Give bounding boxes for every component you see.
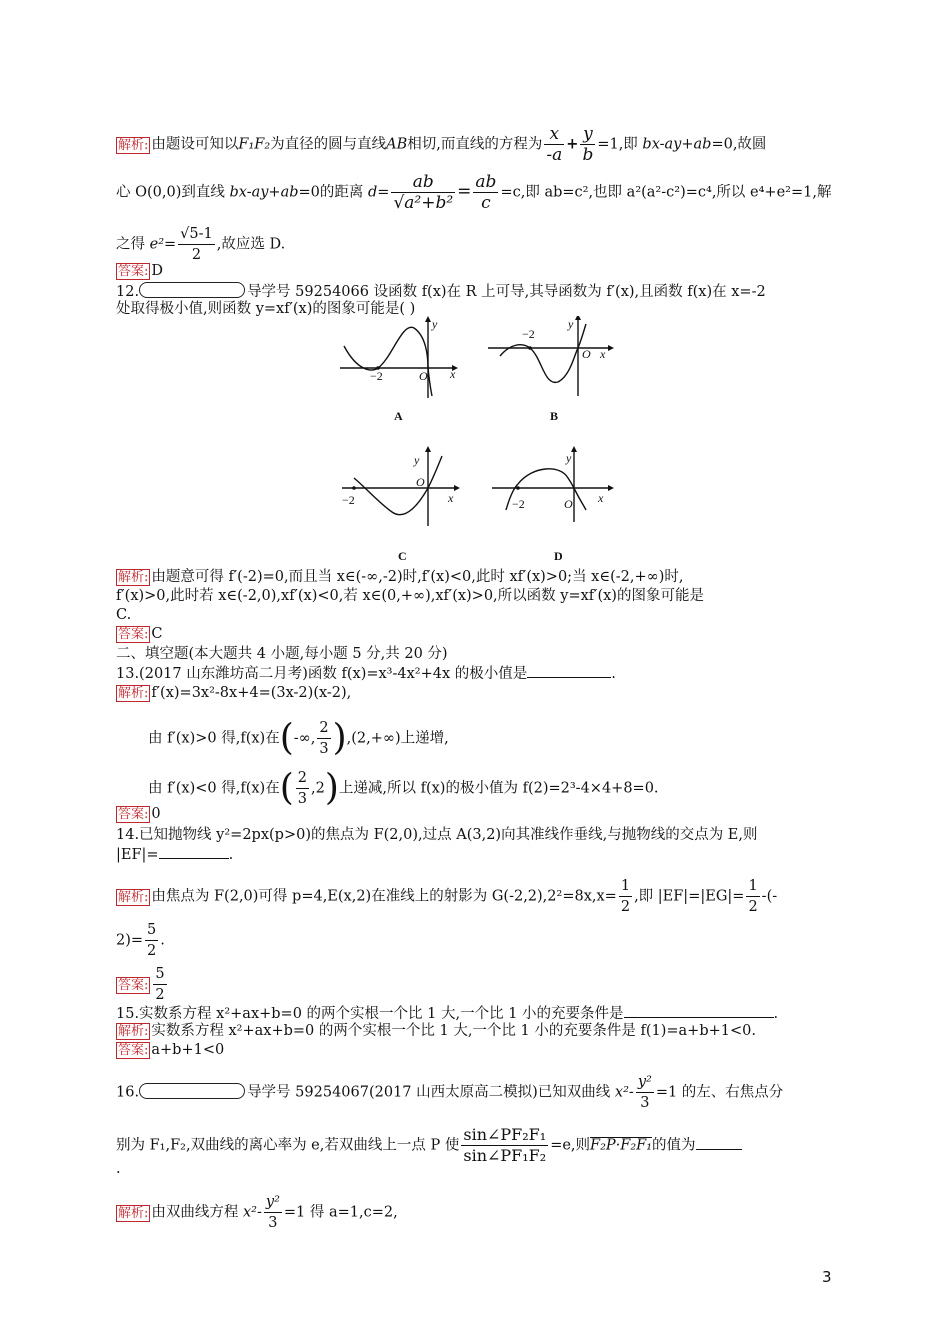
svg-text:x: x (600, 347, 606, 361)
fraction-one-half: $\frac{1}{2}$ (748, 878, 758, 915)
question-12-line-2: 处取得极小值,则函数 y=xf′(x)的图象可能是( ) (116, 301, 416, 317)
solution-11-line-1: 解析: 由题设可知以F₁F₂为直径的圆与直线AB相切,而直线的方程为 $\frac{x}{-a}$ + $\frac{y}{b}$ =1,即 bx-ay+ab=0,故圆 (118, 124, 767, 165)
solution-12-line-1: 解析: 由题意可得 f′(-2)=0,而且当 x∈(-∞,-2)时,f′(x)<0,此时 xf′(x)>0;当 x∈(-2,+∞)时, (118, 569, 684, 585)
question-13: 13.(2017 山东潍坊高二月考)函数 f(x)=x³-4x²+4x 的极小值是 . (116, 666, 616, 682)
svg-text:O: O (582, 347, 591, 361)
svg-text:C: C (398, 549, 407, 563)
svg-text:−2: −2 (370, 369, 383, 383)
svg-text:−2: −2 (512, 497, 525, 511)
solution-14-line-2: 2)= $\frac{5}{2}$ . (116, 922, 165, 959)
section-2-heading: 二、填空题(本大题共 4 小题,每小题 5 分,共 20 分) (116, 646, 448, 662)
fraction-y2-over-3: $\frac{\text{y²}}{3}$ (637, 1074, 652, 1111)
solution-11-line-3: 之得 e²= $\frac{√5-1}{2}$ ,故应选 D. (116, 226, 286, 263)
answer-blank (696, 1136, 742, 1150)
fraction-distance: $\frac{ab}{\text{√a²+b²}}$ (393, 172, 454, 213)
question-16-line-3: . (116, 1161, 121, 1177)
solution-tag: 解析: (118, 686, 149, 701)
answer-tag: 答案: (118, 264, 149, 279)
answer-15: 答案: a+b+1<0 (118, 1042, 225, 1058)
fraction-ab-over-c: $\frac{ab}{c}$ (475, 172, 497, 213)
answer-13: 答案: 0 (118, 806, 161, 822)
fraction-five-halves: $\frac{5}{2}$ (147, 922, 157, 959)
svg-text:O: O (419, 369, 428, 383)
answer-12: 答案: C (118, 626, 163, 642)
svg-text:O: O (564, 497, 573, 511)
answer-tag: 答案: (118, 627, 149, 642)
svg-text:x: x (598, 491, 604, 505)
fraction-y2-over-3: $\frac{\text{y²}}{3}$ (265, 1194, 280, 1231)
solution-15: 解析: 实数系方程 x²+ax+b=0 的两个实根一个比 1 大,一个比 1 小的充要条件是 f(1)=a+b+1<0. (118, 1023, 756, 1039)
page-number: 3 (822, 1268, 832, 1286)
solution-11-line-2: 心 O(0,0)到直线 bx-ay+ab=0的距离 d= $\frac{ab}{\text{√a²+b²}}$ = $\frac{ab}{c}$ =c,即 ab=c²,也即 a²(a²-c²)=c⁴,所以 e⁴+e²=1,解 (116, 172, 832, 213)
svg-text:y: y (414, 453, 420, 467)
fraction-y-over-b: $\frac{y}{b}$ (582, 124, 594, 165)
answer-blank (159, 845, 229, 859)
question-16-line-1: 16. 导学号 59254067(2017 山西太原高二模拟)已知双曲线 x²- $\frac{\text{y²}}{3}$ =1 的左、右焦点分 (116, 1074, 784, 1111)
solution-14-line-1: 解析: 由焦点为 F(2,0)可得 p=4,E(x,2)在准线上的射影为 G(-2,2),2²=8x,x= $\frac{1}{2}$ ,即 |EF|=|EG|= $\frac{1}{2}$ -(- (118, 878, 778, 915)
svg-text:A: A (394, 409, 403, 423)
svg-text:x: x (450, 367, 456, 381)
question-14-line-1: 14.已知抛物线 y²=2px(p>0)的焦点为 F(2,0),过点 A(3,2)向其准线作垂线,与抛物线的交点为 E,则 (116, 827, 758, 843)
solution-13-line-3: 由 f′(x)<0 得,f(x)在( $\frac{2}{3}$ ,2)上递减,所以 f(x)的极小值为 f(2)=2³-4×4+8=0. (148, 767, 659, 809)
svg-text:y: y (432, 317, 438, 331)
answer-tag: 答案: (118, 977, 149, 993)
fraction-root5-minus1-over-2: $\frac{√5-1}{2}$ (180, 226, 213, 263)
svg-text:y: y (568, 317, 574, 331)
question-16-line-2: 别为 F₁,F₂,双曲线的离心率为 e,若双曲线上一点 P 使 $\frac{\text{sin∠PF₂F₁}}{\text{sin∠PF₁F₂}}$ =e,则F₂P·F₂F₁的值为 (116, 1125, 742, 1166)
fraction-x-over-neg-a: $\frac{x}{-a}$ (546, 124, 563, 165)
guide-marker-pill (139, 1083, 245, 1099)
solution-tag: 解析: (118, 1205, 149, 1221)
guide-marker-pill (139, 282, 245, 298)
solution-12-line-2: f′(x)>0,此时若 x∈(-2,0),xf′(x)<0,若 x∈(0,+∞),xf′(x)>0,所以函数 y=xf′(x)的图象可能是 (116, 588, 704, 604)
question-12-line-1: 12. 导学号 59254066 设函数 f(x)在 R 上可导,其导函数为 f′(x),且函数 f(x)在 x=-2 (116, 284, 766, 300)
svg-text:B: B (550, 409, 559, 423)
answer-11: 答案: D (118, 263, 164, 279)
svg-text:−2: −2 (342, 493, 355, 507)
solution-16-line-1: 解析: 由双曲线方程 x²- $\frac{\text{y²}}{3}$ =1 得 a=1,c=2, (118, 1194, 398, 1231)
solution-tag: 解析: (118, 889, 149, 905)
answer-blank (527, 664, 611, 678)
answer-blank (624, 1004, 774, 1018)
fraction-two-thirds: $\frac{2}{3}$ (319, 720, 329, 757)
solution-13-line-1: 解析: f′(x)=3x²-8x+4=(3x-2)(x-2), (118, 685, 352, 701)
solution-tag: 解析: (118, 1024, 149, 1039)
fraction-two-thirds: $\frac{2}{3}$ (297, 770, 307, 807)
question-15: 15.实数系方程 x²+ax+b=0 的两个实根一个比 1 大,一个比 1 小的充要条件是 . (116, 1006, 779, 1022)
fraction-sine-ratio: $\frac{\text{sin∠PF₂F₁}}{\text{sin∠PF₁F₂}}$ (463, 1125, 547, 1165)
solution-tag: 解析: (118, 570, 149, 585)
svg-text:y: y (566, 451, 572, 465)
solution-13-line-2: 由 f′(x)>0 得,f(x)在(-∞, $\frac{2}{3}$ ),(2,+∞)上递增, (148, 717, 449, 759)
vector-dot-product: F₂P·F₂F₁ (590, 1137, 653, 1154)
svg-text:O: O (416, 475, 425, 489)
svg-text:−2: −2 (522, 327, 535, 341)
svg-text:D: D (554, 549, 563, 563)
answer-tag: 答案: (118, 807, 149, 822)
fraction-one-half: $\frac{1}{2}$ (620, 878, 631, 915)
answer-tag: 答案: (118, 1043, 149, 1058)
solution-tag: 解析: (118, 137, 149, 153)
answer-14 (116, 964, 169, 1005)
solution-12-line-3: C. (116, 607, 132, 623)
fraction-five-halves: $\frac{5}{2}$ (155, 966, 165, 1003)
option-graphs (330, 316, 630, 576)
svg-text:x: x (448, 491, 454, 505)
question-14-line-2: |EF|= . (116, 847, 234, 863)
